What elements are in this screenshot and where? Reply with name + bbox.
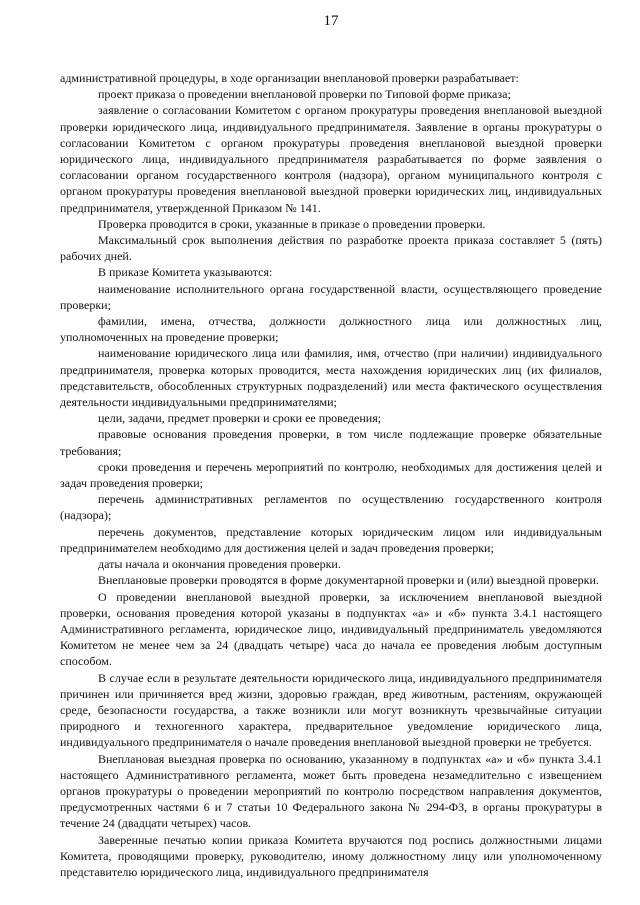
document-body (60, 70, 602, 880)
paragraph: перечень административных регламентов по осуществлению государственного контроля (надзора); (60, 492, 602, 523)
paragraph: перечень документов, представление которых юридическим лицом или индивидуальным предпринимателем необходимо для достижения целей и задач проведения проверки; (60, 524, 602, 555)
paragraph: правовые основания проведения проверки, в том числе подлежащие проверке обязательные требования; (60, 427, 602, 458)
paragraph: Внеплановые проверки проводятся в форме документарной проверки и (или) выездной проверки. (98, 573, 599, 588)
page-number: 17 (323, 13, 339, 29)
paragraph: сроки проведения и перечень мероприятий по контролю, необходимых для достижения целей и задач проведения проверки; (60, 459, 602, 491)
paragraph: проект приказа о проведении внеплановой проверки по Типовой форме приказа; (98, 87, 511, 102)
paragraph: О проведении внеплановой выездной проверки, за исключением внеплановой выездной проверки, основания проведения которой указаны в подпунктах «а» и «б» пункта 3.4.1 настоящего Административного регламента, юридическое лицо, индивидуальный предприниматель уведомляются Комитетом не менее чем за 24 (двадцать четыре) часа до начала ее проведения любым доступным способом. (60, 589, 602, 669)
paragraph: Заверенные печатью копии приказа Комитета вручаются под роспись должностными лицами Комитета, проводящими проверку, руководителю, иному должностному лицу или уполномоченному представителю юридического лица, индивидуального предпринимателя (60, 832, 602, 879)
paragraph: Внеплановая выездная проверка по основанию, указанному в подпунктах «а» и «б» пункта 3.4.1 настоящего Административного регламента, может быть проведена незамедлительно с извещением органов прокуратуры о проведении мероприятий по контролю посредством направления документов, предусмотренных частями 6 и 7 статьи 10 Федерального закона № 294-ФЗ, в органы прокуратуры в течение 24 (двадцати четырех) часов. (60, 751, 602, 831)
paragraph: Проверка проводится в сроки, указанные в приказе о проведении проверки. (98, 216, 486, 231)
paragraph: наименование юридического лица или фамилия, имя, отчество (при наличии) индивидуального предпринимателя, проверка которых проводится, места нахождения юридических лиц (их филиалов, представительств, обособленных структурных подразделений) или места фактического осуществления деятельности индивидуальными предпринимателями; (60, 346, 602, 410)
paragraph: даты начала и окончания проведения проверки. (98, 557, 341, 572)
paragraph: цели, задачи, предмет проверки и сроки ее проведения; (98, 411, 382, 426)
paragraph: В случае если в результате деятельности юридического лица, индивидуального предпринимателя причинен или причиняется вред жизни, здоровью граждан, вред животным, растениям, окружающей среде, безопасности государства, а также возникли или могут возникнуть чрезвычайные ситуации природного и техногенного характера, предварительное уведомление юридического лица, индивидуального предпринимателя о начале проведения внеплановой выездной проверки не требуется. (60, 670, 602, 750)
paragraph: наименование исполнительного органа государственной власти, осуществляющего проведение проверки; (60, 281, 602, 312)
paragraph: Максимальный срок выполнения действия по разработке проекта приказа составляет 5 (пять) рабочих дней. (60, 233, 602, 264)
paragraph: заявление о согласовании Комитетом с органом прокуратуры проведения внеплановой выездной проверки юридического лица, индивидуального предпринимателя. Заявление в органы прокуратуры о согласовании Комитетом с органом прокуратуры проведения внеплановой выездной проверки юридического лица, индивидуального предпринимателя разрабатывается по форме заявления о согласовании органом государственного контроля (надзора), органом муниципального контроля с органом прокуратуры проведения внеплановой выездной проверки юридических лиц, индивидуальных предпринимателя, утвержденной Приказом № 141. (60, 103, 602, 215)
paragraph: В приказе Комитета указываются: (98, 265, 273, 280)
paragraph: фамилии, имена, отчества, должности должностного лица или должностных лиц, уполномоченных на проведение проверки; (60, 314, 602, 345)
paragraph: административной процедуры, в ходе организации внеплановой проверки разрабатывает: (60, 71, 519, 85)
